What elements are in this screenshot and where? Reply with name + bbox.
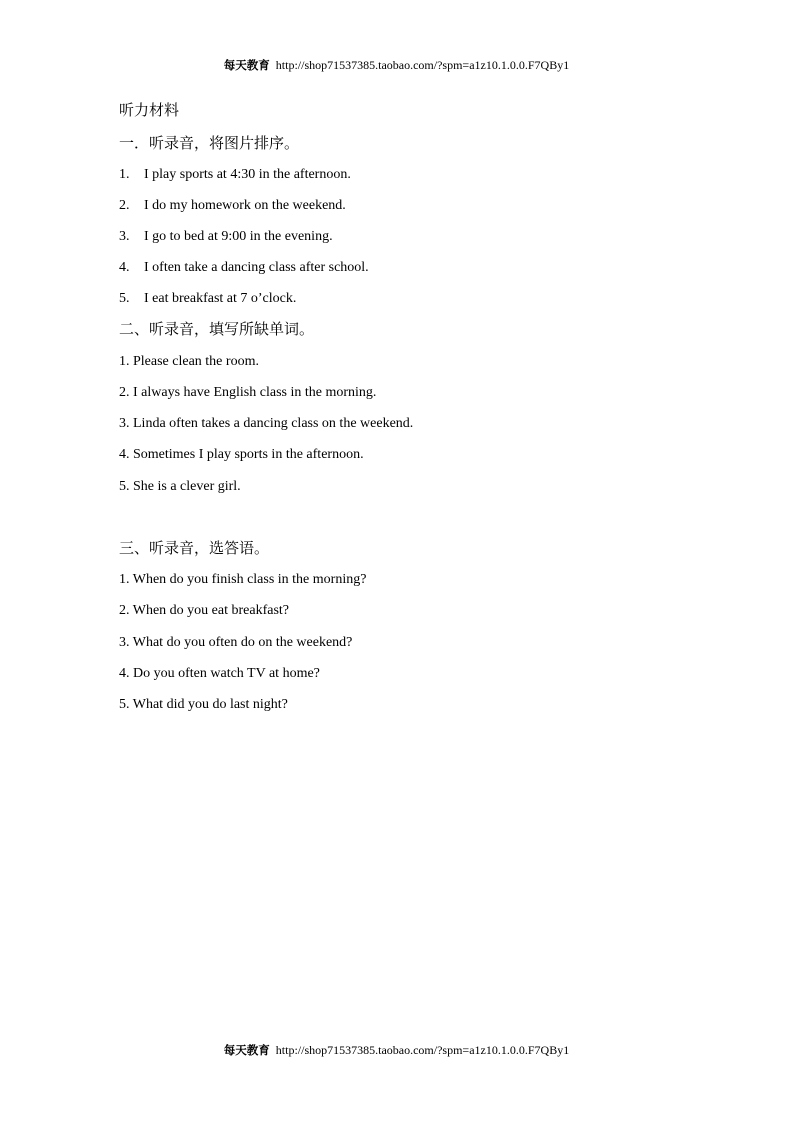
- document-title: 听力材料: [119, 101, 180, 119]
- item-number: 1.: [119, 167, 130, 182]
- section2-item: 5. She is a clever girl.: [119, 479, 241, 494]
- item-number: 5.: [119, 291, 130, 306]
- item-text: I go to bed at 9:00 in the evening.: [144, 229, 333, 244]
- item-number: 2.: [119, 198, 130, 213]
- page-footer: [0, 1042, 793, 1058]
- section1-item: [119, 290, 296, 308]
- section2-heading: 二、听录音，填写所缺单词。: [119, 320, 315, 338]
- section3-item: 3. What do you often do on the weekend?: [119, 635, 353, 650]
- header-url: http://shop71537385.taobao.com/?spm=a1z10.1.0.0.F7QBy1: [275, 58, 570, 72]
- section1-item: [119, 259, 369, 277]
- page-header: [0, 57, 793, 73]
- section3-item: 1. When do you finish class in the morning?: [119, 572, 367, 587]
- section2-item: 1. Please clean the room.: [119, 354, 259, 369]
- header-brand: 每天教育: [223, 58, 270, 72]
- item-number: 3.: [119, 229, 130, 244]
- item-text: I play sports at 4:30 in the afternoon.: [144, 167, 351, 182]
- footer-brand: 每天教育: [223, 1043, 270, 1057]
- section1-heading: 一．听录音，将图片排序。: [119, 134, 300, 152]
- section3-heading: 三、听录音，选答语。: [119, 539, 270, 557]
- section2-item: 3. Linda often takes a dancing class on the weekend.: [119, 416, 414, 431]
- section3-item: 5. What did you do last night?: [119, 697, 288, 712]
- section1-item: [119, 166, 351, 184]
- footer-url: http://shop71537385.taobao.com/?spm=a1z10.1.0.0.F7QBy1: [275, 1043, 570, 1057]
- item-text: I eat breakfast at 7 o’clock.: [144, 291, 297, 306]
- item-text: I often take a dancing class after school.: [144, 260, 369, 275]
- section3-item: 2. When do you eat breakfast?: [119, 603, 290, 618]
- section1-item: [119, 228, 333, 246]
- item-text: I do my homework on the weekend.: [144, 198, 346, 213]
- section3-item: 4. Do you often watch TV at home?: [119, 666, 320, 681]
- section1-item: [119, 197, 346, 215]
- section2-item: 4. Sometimes I play sports in the afternoon.: [119, 447, 364, 462]
- section2-item: 2. I always have English class in the morning.: [119, 385, 377, 400]
- item-number: 4.: [119, 260, 130, 275]
